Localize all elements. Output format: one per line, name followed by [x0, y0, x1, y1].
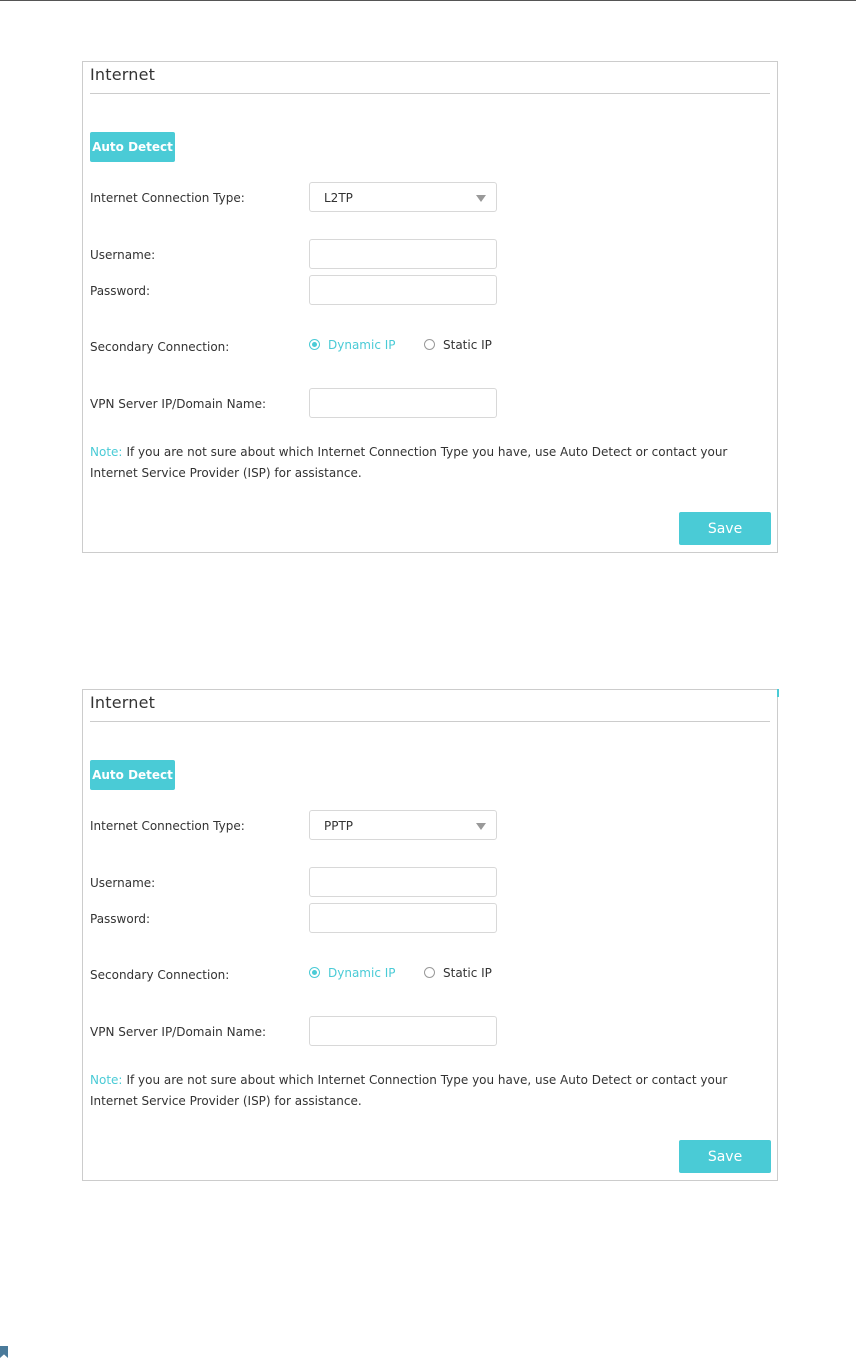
connection-type-select[interactable] — [309, 182, 497, 212]
connection-type-label: Internet Connection Type: — [90, 819, 245, 833]
username-input[interactable] — [309, 239, 497, 269]
note-text — [90, 1070, 770, 1112]
radio-selected-icon — [309, 967, 320, 978]
note-text — [90, 442, 770, 484]
save-button[interactable]: Save — [679, 512, 771, 545]
connection-type-value: L2TP — [324, 191, 353, 205]
connection-type-label: Internet Connection Type: — [90, 191, 245, 205]
save-button[interactable]: Save — [679, 1140, 771, 1173]
radio-dynamic-ip[interactable] — [309, 966, 396, 980]
username-input[interactable] — [309, 867, 497, 897]
note-body: If you are not sure about which Internet Connection Type you have, use Auto Detect or contact your Internet Service Provider (ISP) for assistance. — [90, 445, 728, 480]
radio-unselected-icon — [424, 967, 435, 978]
password-input[interactable] — [309, 275, 497, 305]
radio-dynamic-ip-label: Dynamic IP — [328, 338, 396, 352]
internet-panel-pptp — [82, 689, 778, 1181]
note-label: Note: — [90, 1073, 123, 1087]
connection-type-value: PPTP — [324, 819, 354, 833]
radio-dynamic-ip-label: Dynamic IP — [328, 966, 396, 980]
panel-title: Internet — [90, 65, 156, 84]
vpn-server-label: VPN Server IP/Domain Name: — [90, 397, 267, 411]
dropdown-arrow-icon — [476, 195, 486, 202]
panel-corner-accent — [777, 689, 779, 697]
auto-detect-button[interactable]: Auto Detect — [90, 760, 175, 790]
vpn-server-input[interactable] — [309, 1016, 497, 1046]
note-body: If you are not sure about which Internet Connection Type you have, use Auto Detect or contact your Internet Service Provider (ISP) for assistance. — [90, 1073, 728, 1108]
password-label: Password: — [90, 912, 151, 926]
connection-type-select[interactable] — [309, 810, 497, 840]
vpn-server-label: VPN Server IP/Domain Name: — [90, 1025, 267, 1039]
username-label: Username: — [90, 876, 156, 890]
secondary-connection-label: Secondary Connection: — [90, 968, 230, 982]
dropdown-arrow-icon — [476, 823, 486, 830]
radio-static-ip[interactable] — [424, 338, 492, 352]
radio-unselected-icon — [424, 339, 435, 350]
password-input[interactable] — [309, 903, 497, 933]
password-label: Password: — [90, 284, 151, 298]
radio-static-ip-label: Static IP — [443, 966, 492, 980]
title-divider — [90, 93, 770, 94]
radio-static-ip[interactable] — [424, 966, 492, 980]
secondary-connection-label: Secondary Connection: — [90, 340, 230, 354]
page-top-rule — [0, 0, 856, 1]
title-divider — [90, 721, 770, 722]
radio-static-ip-label: Static IP — [443, 338, 492, 352]
username-label: Username: — [90, 248, 156, 262]
panel-title: Internet — [90, 693, 156, 712]
auto-detect-button[interactable]: Auto Detect — [90, 132, 175, 162]
vpn-server-input[interactable] — [309, 388, 497, 418]
radio-dynamic-ip[interactable] — [309, 338, 396, 352]
radio-selected-icon — [309, 339, 320, 350]
note-label: Note: — [90, 445, 123, 459]
internet-panel-l2tp — [82, 61, 778, 553]
bookmark-icon — [0, 1346, 8, 1358]
